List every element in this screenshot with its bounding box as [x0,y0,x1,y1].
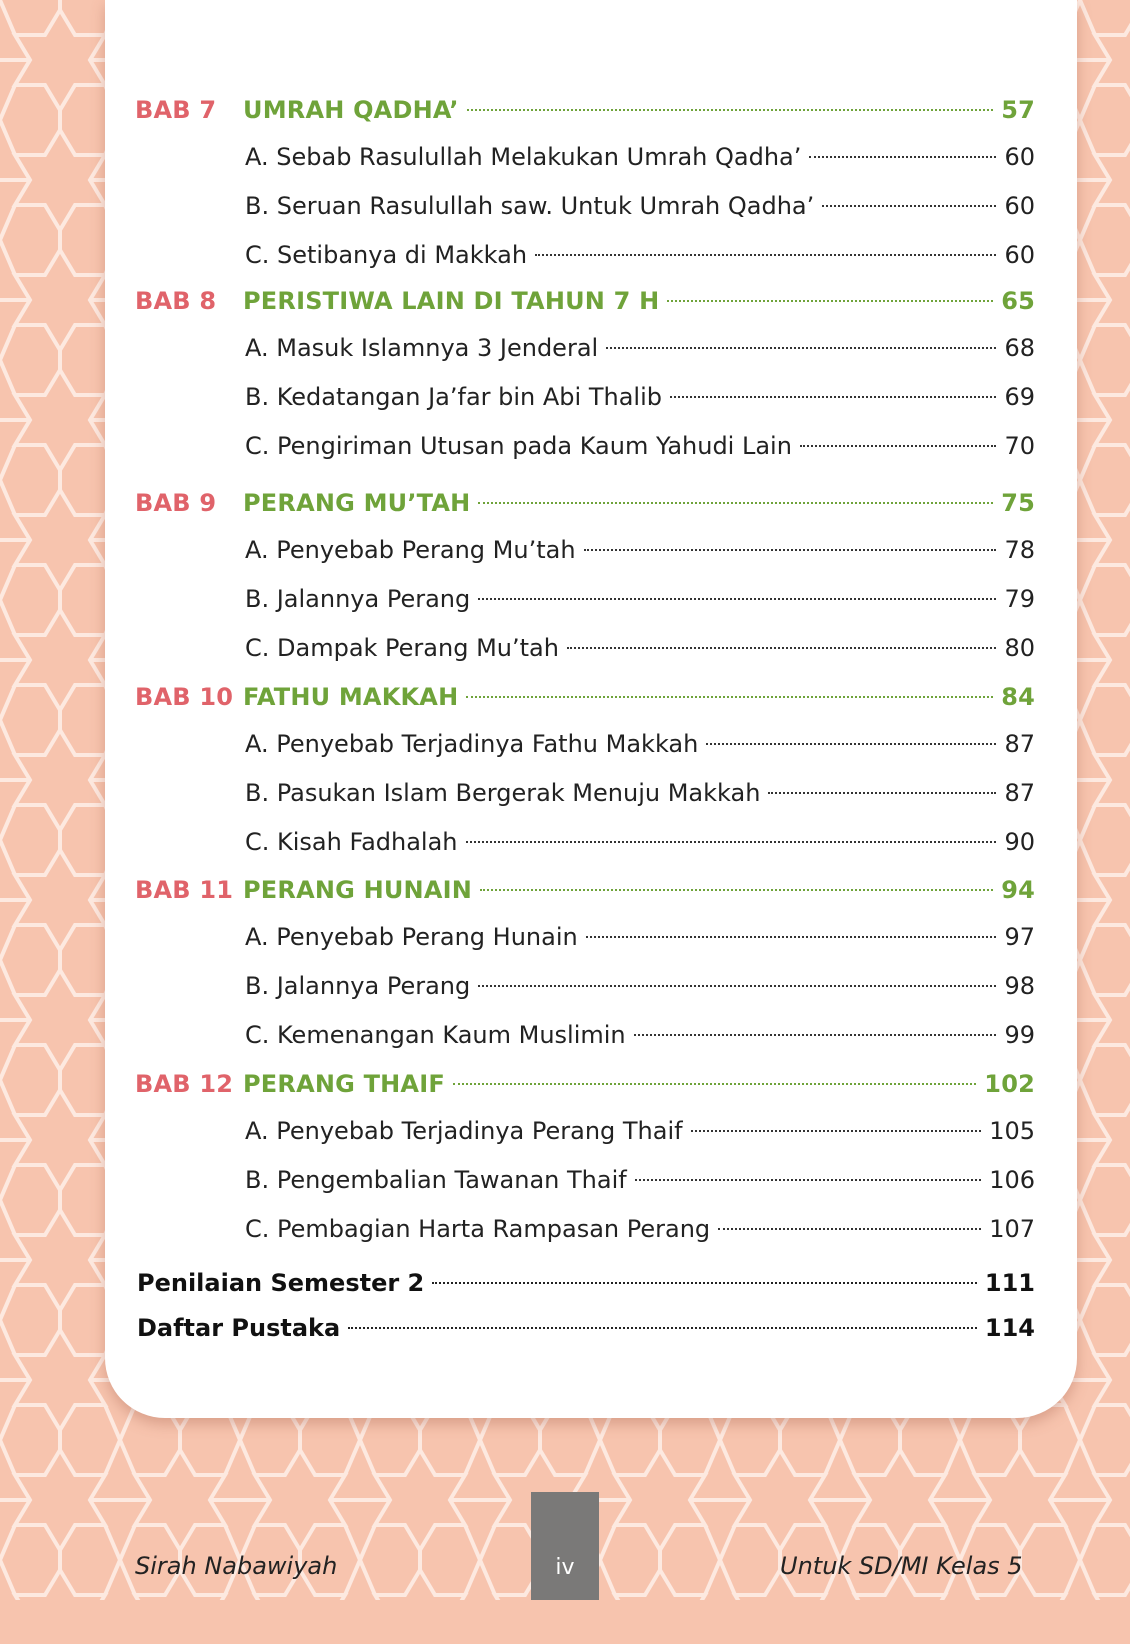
subsection-title: B. Pengembalian Tawanan Thaif [245,1166,627,1194]
subsection-page-number: 60 [1004,241,1035,269]
subsection-page-number: 97 [1004,923,1035,951]
toc-subsection-row[interactable] [245,775,1035,811]
dot-leader [606,345,996,349]
subsection-title: C. Dampak Perang Mu’tah [245,634,559,662]
chapter-page-number: 65 [1001,287,1035,315]
chapter-title: FATHU MAKKAH [243,683,459,711]
chapter-number: BAB 11 [135,876,234,904]
dot-leader [478,500,993,504]
back-matter-title: Daftar Pustaka [137,1314,341,1342]
subsection-page-number: 60 [1004,143,1035,171]
chapter-page-number: 94 [1001,876,1035,904]
subsection-page-number: 68 [1004,334,1035,362]
toc-chapter-row[interactable] [135,1066,1035,1102]
page-number: iv [555,1555,575,1580]
subsection-title: C. Kemenangan Kaum Muslimin [245,1021,626,1049]
dot-leader [466,839,997,843]
subsection-page-number: 60 [1004,192,1035,220]
chapter-title: PERANG THAIF [243,1070,445,1098]
dot-leader [809,154,996,158]
dot-leader [691,1128,982,1132]
chapter-page-number: 57 [1001,96,1035,124]
subsection-title: C. Kisah Fadhalah [245,828,458,856]
back-matter-page-number: 114 [984,1314,1035,1342]
dot-leader [584,547,997,551]
dot-leader [478,983,996,987]
dot-leader [706,741,996,745]
chapter-number: BAB 7 [135,96,217,124]
subsection-title: A. Penyebab Perang Mu’tah [245,536,576,564]
chapter-title: UMRAH QADHA’ [243,96,459,124]
subsection-page-number: 70 [1004,432,1035,460]
toc-subsection-row[interactable] [245,919,1035,955]
subsection-title: A. Sebab Rasulullah Melakukan Umrah Qadha’ [245,143,802,171]
toc-subsection-row[interactable] [245,532,1035,568]
toc-subsection-row[interactable] [245,1211,1035,1247]
toc-chapter-row[interactable] [135,485,1035,521]
dot-leader [567,645,996,649]
toc-subsection-row[interactable] [245,1162,1035,1198]
toc-subsection-row[interactable] [245,188,1035,224]
chapter-title: PERISTIWA LAIN DI TAHUN 7 H [243,287,660,315]
dot-leader [822,203,996,207]
dot-leader [478,596,996,600]
toc-chapter-row[interactable] [135,92,1035,128]
dot-leader [635,1177,981,1181]
subsection-page-number: 107 [989,1215,1035,1243]
back-matter-page-number: 111 [984,1269,1035,1297]
subsection-page-number: 69 [1004,383,1035,411]
subsection-page-number: 106 [989,1166,1035,1194]
toc-subsection-row[interactable] [245,139,1035,175]
dot-leader [480,887,993,891]
dot-leader [466,694,993,698]
chapter-page-number: 84 [1001,683,1035,711]
chapter-number: BAB 12 [135,1070,234,1098]
dot-leader [348,1325,977,1329]
subsection-page-number: 98 [1004,972,1035,1000]
subsection-title: A. Penyebab Perang Hunain [245,923,578,951]
chapter-title: PERANG HUNAIN [243,876,473,904]
chapter-title: PERANG MU’TAH [243,489,471,517]
page-number-box [531,1492,599,1600]
chapter-number: BAB 9 [135,489,217,517]
toc-subsection-row[interactable] [245,968,1035,1004]
chapter-number: BAB 8 [135,287,217,315]
dot-leader [535,252,996,256]
toc-back-matter-row[interactable] [137,1310,1035,1346]
subsection-page-number: 79 [1004,585,1035,613]
dot-leader [586,934,997,938]
chapter-page-number: 102 [984,1070,1035,1098]
chapter-number: BAB 10 [135,683,234,711]
subsection-title: C. Setibanya di Makkah [245,241,528,269]
dot-leader [718,1226,981,1230]
toc-subsection-row[interactable] [245,581,1035,617]
subsection-page-number: 87 [1004,730,1035,758]
dot-leader [670,394,996,398]
dot-leader [667,298,993,302]
toc-subsection-row[interactable] [245,428,1035,464]
toc-subsection-row[interactable] [245,630,1035,666]
subsection-title: B. Kedatangan Ja’far bin Abi Thalib [245,383,662,411]
subsection-title: C. Pembagian Harta Rampasan Perang [245,1215,711,1243]
dot-leader [453,1081,976,1085]
dot-leader [467,107,993,111]
toc-subsection-row[interactable] [245,237,1035,273]
dot-leader [800,443,997,447]
toc-subsection-row[interactable] [245,1017,1035,1053]
toc-subsection-row[interactable] [245,379,1035,415]
subsection-page-number: 87 [1004,779,1035,807]
toc-subsection-row[interactable] [245,1113,1035,1149]
subsection-title: B. Jalannya Perang [245,972,471,1000]
subsection-page-number: 90 [1004,828,1035,856]
subsection-title: A. Penyebab Terjadinya Fathu Makkah [245,730,699,758]
subsection-title: B. Jalannya Perang [245,585,471,613]
back-matter-title: Penilaian Semester 2 [137,1269,425,1297]
chapter-page-number: 75 [1001,489,1035,517]
toc-subsection-row[interactable] [245,824,1035,860]
toc-chapter-row[interactable] [135,283,1035,319]
toc-chapter-row[interactable] [135,872,1035,908]
subsection-title: A. Penyebab Terjadinya Perang Thaif [245,1117,683,1145]
toc-subsection-row[interactable] [245,726,1035,762]
footer-book-title: Sirah Nabawiyah [135,1552,338,1580]
subsection-title: B. Pasukan Islam Bergerak Menuju Makkah [245,779,761,807]
subsection-title: B. Seruan Rasulullah saw. Untuk Umrah Qadha’ [245,192,815,220]
toc-chapter-row[interactable] [135,679,1035,715]
subsection-title: C. Pengiriman Utusan pada Kaum Yahudi Lain [245,432,792,460]
subsection-page-number: 80 [1004,634,1035,662]
subsection-page-number: 78 [1004,536,1035,564]
dot-leader [432,1280,977,1284]
subsection-page-number: 105 [989,1117,1035,1145]
subsection-title: A. Masuk Islamnya 3 Jenderal [245,334,599,362]
footer-audience: Untuk SD/MI Kelas 5 [780,1552,1023,1580]
dot-leader [768,790,996,794]
toc-back-matter-row[interactable] [137,1265,1035,1301]
subsection-page-number: 99 [1004,1021,1035,1049]
toc-subsection-row[interactable] [245,330,1035,366]
dot-leader [634,1032,997,1036]
